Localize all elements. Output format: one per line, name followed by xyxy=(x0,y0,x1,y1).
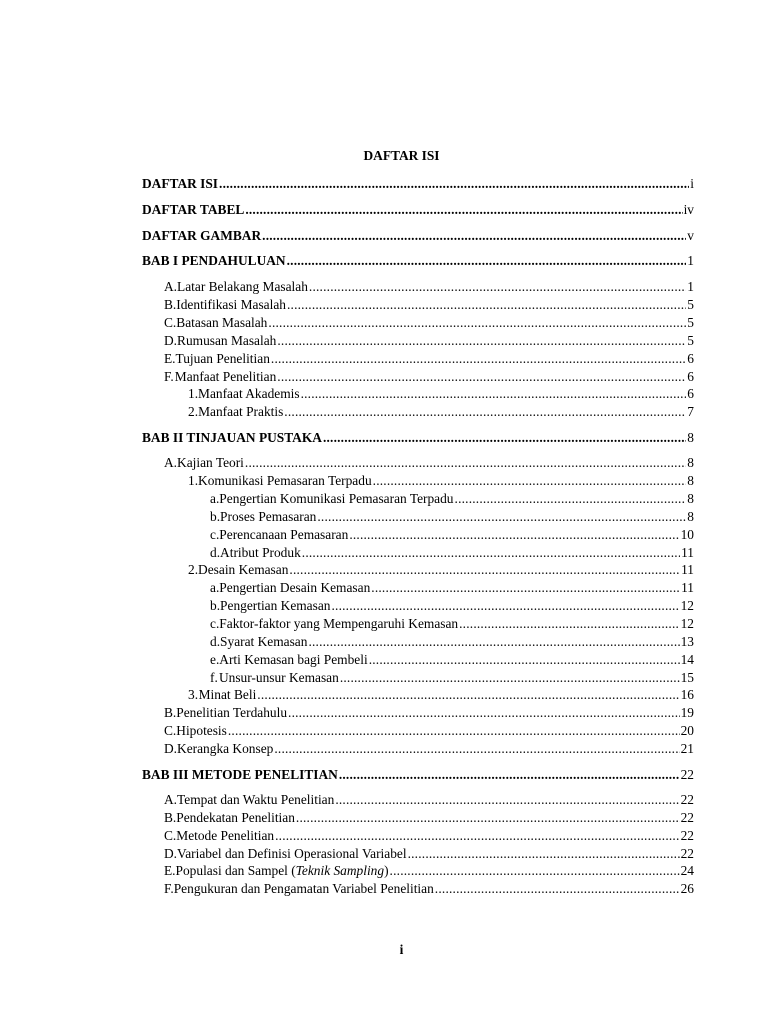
page-number-footer: i xyxy=(399,942,404,957)
toc-entry-title: Variabel dan Definisi Operasional Variabel xyxy=(177,846,407,861)
toc-entry xyxy=(0,722,694,739)
dot-leader xyxy=(228,722,680,739)
toc-entry-marker: F. xyxy=(164,881,174,896)
toc-entry-marker: 1. xyxy=(188,473,199,488)
toc-entry-title: Minat Beli xyxy=(198,687,257,702)
toc-page-number: 8 xyxy=(687,430,694,445)
toc-entry xyxy=(0,350,694,367)
toc-entry xyxy=(0,544,694,561)
toc-entry xyxy=(0,526,694,543)
toc-entry-title: DAFTAR GAMBAR xyxy=(142,228,262,243)
toc-page-number: 22 xyxy=(680,846,694,861)
toc-page-number: 8 xyxy=(687,455,694,470)
toc-entry-marker: C. xyxy=(164,723,177,738)
toc-entry xyxy=(0,385,694,402)
dot-leader xyxy=(219,175,689,192)
toc-entry-marker: b. xyxy=(210,598,221,613)
toc-entry-title: Manfaat Praktis xyxy=(198,404,284,419)
toc-entry-title: Kajian Teori xyxy=(177,455,244,470)
dot-leader xyxy=(274,740,679,757)
toc-page-number: 26 xyxy=(680,881,694,896)
dot-leader xyxy=(408,845,680,862)
toc-entry-marker: F. xyxy=(164,369,174,384)
toc-entry xyxy=(0,809,694,826)
toc-entry-title-italic: Teknik Sampling xyxy=(295,863,385,878)
toc-entry-title: Pengukuran dan Pengamatan Variabel Penelitian xyxy=(173,881,434,896)
toc-entry-title: BAB III METODE PENELITIAN xyxy=(142,767,338,782)
toc-page-number: 8 xyxy=(687,509,694,524)
toc-entry xyxy=(0,278,694,295)
toc-entry-title: Pengertian Kemasan xyxy=(220,598,331,613)
dot-leader xyxy=(323,429,686,446)
toc-entry-title: Manfaat Akademis xyxy=(198,386,300,401)
toc-entry-title: Faktor-faktor yang Mempengaruhi Kemasan xyxy=(219,616,459,631)
toc-entry-marker: D. xyxy=(164,333,178,348)
toc-entry-marker: A. xyxy=(164,279,178,294)
dot-leader xyxy=(284,403,686,420)
toc-entry xyxy=(0,880,694,897)
toc-entry xyxy=(0,686,694,703)
toc-entry xyxy=(0,704,694,721)
toc-page-number: 11 xyxy=(681,562,694,577)
toc-entry xyxy=(0,827,694,844)
toc-entry-title: Rumusan Masalah xyxy=(177,333,277,348)
toc-page-number: 20 xyxy=(680,723,694,738)
toc-entry xyxy=(0,845,694,862)
toc-entry xyxy=(0,633,694,650)
dot-leader xyxy=(302,544,680,561)
toc-entry-title: Identifikasi Masalah xyxy=(176,297,286,312)
toc-entry-marker: c. xyxy=(210,616,220,631)
dot-leader xyxy=(277,368,686,385)
toc-entry-title: Hipotesis xyxy=(176,723,227,738)
toc-entry-title: Atribut Produk xyxy=(220,545,301,560)
dot-leader xyxy=(371,579,680,596)
toc-entry-title: Latar Belakang Masalah xyxy=(177,279,308,294)
toc-entry-title: Kerangka Konsep xyxy=(177,741,274,756)
toc-entry-marker: 2. xyxy=(188,562,199,577)
toc-entry-title: DAFTAR TABEL xyxy=(142,202,245,217)
toc-entry-title: Syarat Kemasan xyxy=(220,634,308,649)
toc-entry-title: Tujuan Penelitian xyxy=(175,351,270,366)
dot-leader xyxy=(275,827,680,844)
toc-page-number: 22 xyxy=(680,810,694,825)
toc-page-number: 8 xyxy=(687,491,694,506)
toc-entry xyxy=(0,368,694,385)
page-title: DAFTAR ISI xyxy=(363,148,440,163)
toc-entry-marker: B. xyxy=(164,705,177,720)
dot-leader xyxy=(277,332,686,349)
toc-page-number: 6 xyxy=(687,386,694,401)
toc-entry-marker: 3. xyxy=(188,687,199,702)
toc-entry-title: Manfaat Penelitian xyxy=(174,369,277,384)
toc-entry-title: Pendekatan Penelitian xyxy=(176,810,295,825)
toc-entry-marker: C. xyxy=(164,315,177,330)
toc-page-number: 10 xyxy=(680,527,694,542)
toc-page-number: 11 xyxy=(681,580,694,595)
toc-entry xyxy=(0,669,694,686)
toc-page-number: 8 xyxy=(687,473,694,488)
toc-page-number: 5 xyxy=(687,315,694,330)
dot-leader xyxy=(459,615,679,632)
toc-page-number: iv xyxy=(683,202,694,217)
toc-page-number: 1 xyxy=(687,253,694,268)
dot-leader xyxy=(435,880,680,897)
toc-entry-marker: a. xyxy=(210,580,220,595)
toc-page-number: 15 xyxy=(680,670,694,685)
toc-page-number: 1 xyxy=(687,279,694,294)
toc-chapter-entry xyxy=(0,252,694,269)
toc-page-number: 12 xyxy=(680,616,694,631)
toc-entry-marker: A. xyxy=(164,792,178,807)
toc-page-number: 16 xyxy=(680,687,694,702)
toc-entry-marker: B. xyxy=(164,810,177,825)
toc-entry xyxy=(0,403,694,420)
toc-entry-title: Komunikasi Pemasaran Terpadu xyxy=(198,473,372,488)
dot-leader xyxy=(369,651,680,668)
toc-entry xyxy=(0,490,694,507)
dot-leader xyxy=(287,252,687,269)
toc-page-number: 12 xyxy=(680,598,694,613)
toc-entry xyxy=(0,740,694,757)
toc-entry-marker: c. xyxy=(210,527,220,542)
toc-entry-marker: A. xyxy=(164,455,178,470)
dot-leader xyxy=(245,201,682,218)
toc-entry-marker: 1. xyxy=(188,386,199,401)
toc-entry-title: BAB I PENDAHULUAN xyxy=(142,253,286,268)
toc-chapter-entry xyxy=(0,201,694,218)
dot-leader xyxy=(373,472,687,489)
toc-chapter-entry xyxy=(0,429,694,446)
toc-entry-marker: B. xyxy=(164,297,177,312)
toc-entry-title: Perencanaan Pemasaran xyxy=(219,527,349,542)
dot-leader xyxy=(309,278,686,295)
toc-entry-marker: E. xyxy=(164,351,176,366)
dot-leader xyxy=(339,766,680,783)
dot-leader xyxy=(296,809,680,826)
toc-entry-marker: b. xyxy=(210,509,221,524)
dot-leader xyxy=(349,526,679,543)
dot-leader xyxy=(288,704,680,721)
dot-leader xyxy=(331,597,679,614)
dot-leader xyxy=(268,314,686,331)
toc-entry-title: Populasi dan Sampel (Teknik Sampling) xyxy=(175,863,389,878)
toc-page-number: 22 xyxy=(680,792,694,807)
toc-entry xyxy=(0,454,694,471)
dot-leader xyxy=(390,862,680,879)
toc-entry-marker: C. xyxy=(164,828,177,843)
toc-entry xyxy=(0,561,694,578)
toc-page-number: i xyxy=(690,176,694,191)
toc-entry xyxy=(0,862,694,879)
toc-page-number: 7 xyxy=(687,404,694,419)
toc-entry xyxy=(0,615,694,632)
dot-leader xyxy=(317,508,686,525)
dot-leader xyxy=(455,490,687,507)
toc-page-number: v xyxy=(687,228,694,243)
toc-entry-title: Penelitian Terdahulu xyxy=(176,705,288,720)
dot-leader xyxy=(308,633,679,650)
toc-page-number: 14 xyxy=(680,652,694,667)
toc-entry-marker: E. xyxy=(164,863,176,878)
toc-page-number: 5 xyxy=(687,297,694,312)
toc-page-number: 22 xyxy=(680,828,694,843)
toc-entry xyxy=(0,472,694,489)
toc-page-number: 11 xyxy=(681,545,694,560)
toc-entry xyxy=(0,314,694,331)
toc-entry-title: Pengertian Komunikasi Pemasaran Terpadu xyxy=(219,491,454,506)
toc-entry-marker: d. xyxy=(210,545,221,560)
toc-entry-title: Desain Kemasan xyxy=(198,562,289,577)
toc-entry-marker: D. xyxy=(164,741,178,756)
toc-entry-marker: D. xyxy=(164,846,178,861)
toc-entry-title: BAB II TINJAUAN PUSTAKA xyxy=(142,430,322,445)
toc-entry-title: DAFTAR ISI xyxy=(142,176,219,191)
toc-page-number: 19 xyxy=(680,705,694,720)
toc-entry-title: Unsur-unsur Kemasan xyxy=(218,670,339,685)
dot-leader xyxy=(245,454,686,471)
toc-chapter-entry xyxy=(0,766,694,783)
toc-page-number: 21 xyxy=(680,741,694,756)
dot-leader xyxy=(287,296,686,313)
toc-page-number: 6 xyxy=(687,369,694,384)
toc-entry-title: Metode Penelitian xyxy=(176,828,275,843)
toc-entry-marker: f. xyxy=(210,670,218,685)
toc-chapter-entry xyxy=(0,227,694,244)
toc-entry-marker: d. xyxy=(210,634,221,649)
dot-leader xyxy=(257,686,679,703)
toc-entry-marker: a. xyxy=(210,491,220,506)
toc-page-number: 22 xyxy=(680,767,694,782)
toc-entry xyxy=(0,332,694,349)
toc-entry-title: Batasan Masalah xyxy=(176,315,268,330)
dot-leader xyxy=(271,350,686,367)
toc-entry xyxy=(0,508,694,525)
toc-page-number: 13 xyxy=(680,634,694,649)
dot-leader xyxy=(301,385,687,402)
toc-entry xyxy=(0,791,694,808)
toc-entry-marker: e. xyxy=(210,652,220,667)
toc-page-number: 24 xyxy=(680,863,694,878)
toc-entry xyxy=(0,651,694,668)
dot-leader xyxy=(262,227,686,244)
toc-entry-title: Arti Kemasan bagi Pembeli xyxy=(219,652,368,667)
toc-entry-marker: 2. xyxy=(188,404,199,419)
toc-entry-title: Pengertian Desain Kemasan xyxy=(219,580,371,595)
toc-entry xyxy=(0,296,694,313)
toc-entry xyxy=(0,597,694,614)
toc-page-number: 6 xyxy=(687,351,694,366)
toc-entry-title: Tempat dan Waktu Penelitian xyxy=(177,792,335,807)
toc-page-number: 5 xyxy=(687,333,694,348)
dot-leader xyxy=(289,561,680,578)
toc-chapter-entry xyxy=(0,175,694,192)
toc-entry xyxy=(0,579,694,596)
dot-leader xyxy=(340,669,680,686)
dot-leader xyxy=(335,791,679,808)
toc-entry-title: Proses Pemasaran xyxy=(220,509,317,524)
